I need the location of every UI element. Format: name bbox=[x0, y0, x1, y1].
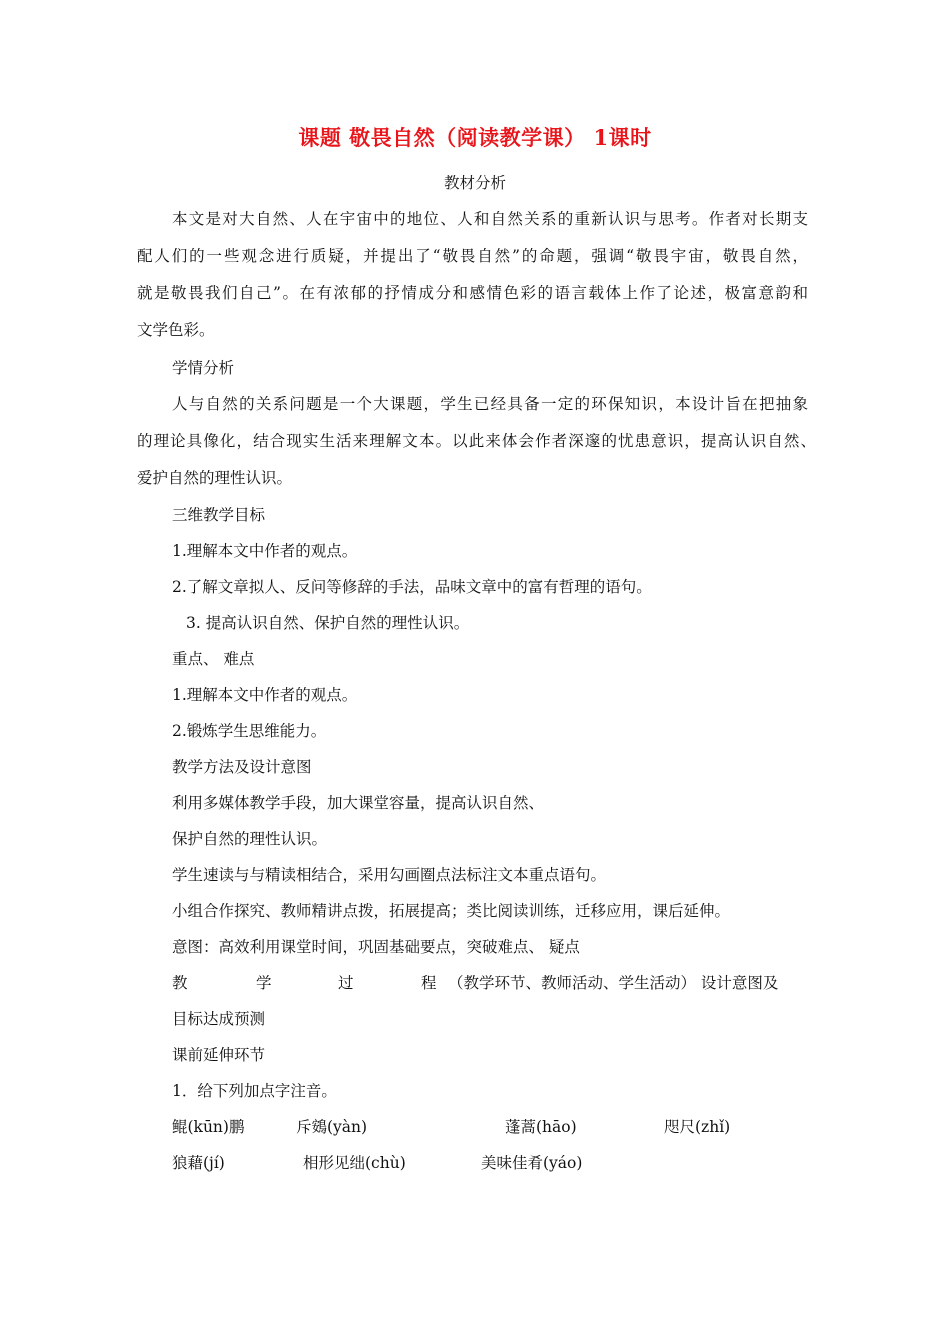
pinyin-item: 斥鴳(yàn) bbox=[296, 1118, 368, 1136]
pinyin-row bbox=[0, 1116, 950, 1138]
pinyin-item: 蓬蒿(hāo) bbox=[505, 1118, 577, 1136]
materials-line: 就是敬畏我们自己”。在有浓郁的抒情成分和感情色彩的语言载体上作了论述，极富意韵和 bbox=[137, 284, 808, 302]
students-line: 爱护自然的理性认识。 bbox=[137, 469, 293, 487]
pinyin-item: 狼藉(jí) bbox=[172, 1154, 225, 1172]
process-heading-part: 过 bbox=[338, 974, 354, 992]
goal-item: 1.理解本文中作者的观点。 bbox=[172, 542, 358, 560]
pinyin-item: 鲲(kūn)鹏 bbox=[172, 1118, 245, 1136]
students-line: 的理论具像化，结合现实生活来理解文本。以此来体会作者深邃的忧患意识，提高认识自然、 bbox=[137, 432, 816, 450]
goal-item: 2.了解文章拟人、反问等修辞的手法，品味文章中的富有哲理的语句。 bbox=[172, 578, 652, 596]
exercise-prompt: 1．给下列加点字注音。 bbox=[172, 1082, 337, 1100]
key-point: 1.理解本文中作者的观点。 bbox=[172, 686, 358, 704]
students-heading: 学情分析 bbox=[172, 359, 235, 377]
materials-line: 本文是对大自然、人在宇宙中的地位、人和自然关系的重新认识与思考。作者对长期支 bbox=[172, 210, 808, 228]
method-line: 意图：高效利用课堂时间，巩固基础要点，突破难点、 疑点 bbox=[172, 938, 580, 956]
method-line: 学生速读与与精读相结合，采用勾画圈点法标注文本重点语句。 bbox=[172, 866, 607, 884]
pre-class-heading: 课前延伸环节 bbox=[172, 1046, 266, 1064]
pinyin-row bbox=[0, 1152, 950, 1174]
key-heading: 重点、 难点 bbox=[172, 650, 255, 668]
process-heading-part: （教学环节、教师活动、学生活动） 设计意图及 bbox=[448, 974, 779, 992]
process-heading bbox=[0, 972, 950, 994]
goals-heading: 三维教学目标 bbox=[172, 506, 266, 524]
process-heading-part: 学 bbox=[256, 974, 272, 992]
key-point: 2.锻炼学生思维能力。 bbox=[172, 722, 327, 740]
lesson-title: 课题 敬畏自然（阅读教学课） 1课时 bbox=[298, 125, 652, 150]
method-line: 小组合作探究、教师精讲点拨，拓展提高；类比阅读训练，迁移应用，课后延伸。 bbox=[172, 902, 731, 920]
method-line: 利用多媒体教学手段，加大课堂容量，提高认识自然、 bbox=[172, 794, 545, 812]
goal-item: 3. 提高认识自然、保护自然的理性认识。 bbox=[186, 614, 470, 632]
method-heading: 教学方法及设计意图 bbox=[172, 758, 312, 776]
process-heading-part: 程 bbox=[421, 974, 437, 992]
materials-line: 配人们的一些观念进行质疑，并提出了“敬畏自然”的命题，强调“敬畏宇宙，敬畏自然， bbox=[137, 247, 808, 265]
method-line: 保护自然的理性认识。 bbox=[172, 830, 328, 848]
materials-heading: 教材分析 bbox=[443, 174, 506, 192]
pinyin-item: 美味佳肴(yáo) bbox=[481, 1154, 583, 1172]
materials-line: 文学色彩。 bbox=[137, 321, 215, 339]
pinyin-item: 咫尺(zhǐ) bbox=[664, 1118, 731, 1136]
process-heading-cont: 目标达成预测 bbox=[172, 1010, 266, 1028]
process-heading-part: 教 bbox=[172, 974, 188, 992]
students-line: 人与自然的关系问题是一个大课题，学生已经具备一定的环保知识，本设计旨在把抽象 bbox=[172, 395, 808, 413]
pinyin-item: 相形见绌(chù) bbox=[303, 1154, 406, 1172]
